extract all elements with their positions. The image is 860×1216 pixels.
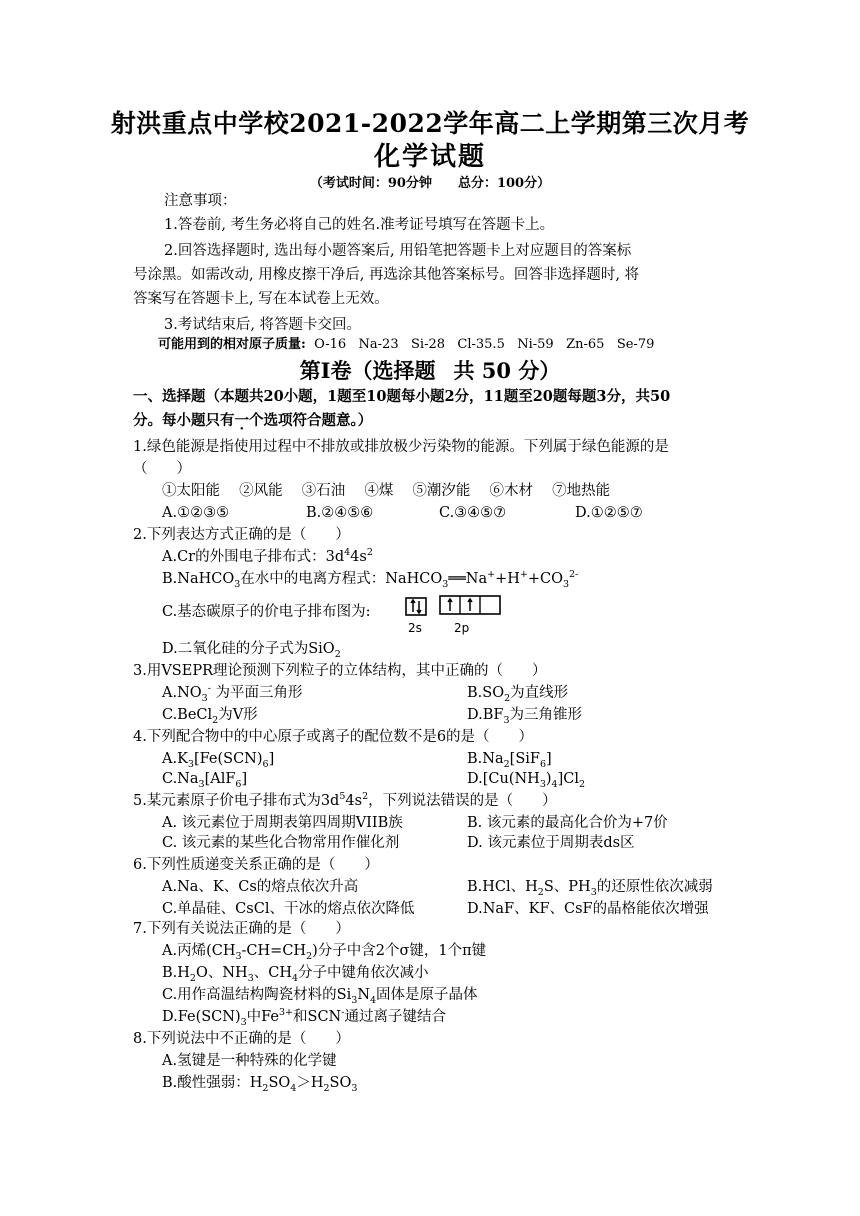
q5-stem: 5.某元素原子价电子排布式为$3d^54s^2$，下列说法错误的是（ ） xyxy=(133,791,557,809)
note-2-line-3: 答案写在答题卡上, 写在本试卷上无效。 xyxy=(133,291,389,307)
q3-option-a: $A.NO_3^-$ 为平面三角形 xyxy=(162,683,303,704)
exam-info xyxy=(0,172,860,191)
q1-option-d: D.①②⑤⑦ xyxy=(575,505,643,521)
notes-heading: 注意事项： xyxy=(164,193,237,209)
orbital-2s-down-arrow xyxy=(417,601,421,613)
q7-stem: 7.下列有关说法正确的是（ ） xyxy=(133,921,350,937)
q2-option-c: C.基态碳原子的价电子排布图为: xyxy=(162,604,371,620)
orbital-2s-box xyxy=(406,598,426,615)
exam-title: 射洪重点中学校2021-2022学年高二上学期第三次月考 xyxy=(110,109,750,138)
q6-option-d: D.NaF、KF、CsF的晶格能依次增强 xyxy=(467,901,709,917)
q6-option-b: B.HCl、$H_2S$、$PH_3$的还原性依次减弱 xyxy=(467,879,713,898)
orbital-diagram xyxy=(404,594,508,638)
q2-option-b: B.NaHCO$_3$在水中的电离方程式：$NaHCO_3══Na^++H^++CO_3^{2-}$ xyxy=(162,569,579,590)
q7-option-a: A.丙烯$(CH_3-CH=CH_2)$分子中含2个σ键，1个π键 xyxy=(162,943,487,962)
q4-option-c: $C.Na_3[AlF_6]$ xyxy=(162,771,248,790)
atomic-masses xyxy=(158,334,654,356)
note-2-line-1: 2.回答选择题时, 选出每小题答案后, 用铅笔把答题卡上对应题目的答案标 xyxy=(164,243,632,259)
q1-items: ①太阳能 ②风能 ③石油 ④煤 ⑤潮汐能 ⑥木材 ⑦地热能 xyxy=(162,483,611,499)
q5-option-a: A. 该元素位于周期表第四周期VIIB族 xyxy=(162,815,403,831)
q3-stem: 3.用VSEPR理论预测下列粒子的立体结构，其中正确的（ ） xyxy=(133,663,547,679)
q2-stem: 2.下列表达方式正确的是（ ） xyxy=(133,527,350,543)
q6-option-c: C.单晶硅、CsCl、干冰的熔点依次降低 xyxy=(162,901,415,917)
q4-option-a: $A.K_3[Fe(SCN)_6]$ xyxy=(162,751,275,770)
q5-option-c: C. 该元素的某些化合物常用作催化剂 xyxy=(162,835,400,851)
q8-option-b: B.酸性强弱：$H_2SO_4>H_2SO_3$ xyxy=(162,1075,358,1094)
q6-stem: 6.下列性质递变关系正确的是（ ） xyxy=(133,857,379,873)
q3-option-b: $B.SO_2$为直线形 xyxy=(467,685,569,704)
atomic-masses-values: O-16 Na-23 Si-28 Cl-35.5 Ni-59 Zn-65 Se-79 xyxy=(314,337,655,352)
note-3: 3.考试结束后, 将答题卡交回。 xyxy=(164,317,362,333)
section-instructions-line-2: 分。每小题只有一个选项符合题意。） xyxy=(133,412,373,429)
atomic-masses-label: 可能用到的相对原子质量: xyxy=(158,337,306,352)
q7-option-b: $B.H_2O$、$NH_3$、$CH_4$分子中键角依次减小 xyxy=(162,965,429,984)
q3-option-d: $D.BF_3$为三角锥形 xyxy=(467,707,582,726)
q7-option-d: $D.Fe(SCN)_3$中$Fe^{3+}$和SCN-通过离子键结合 xyxy=(162,1007,446,1028)
q1-stem: 1.绿色能源是指使用过程中不排放或排放极少污染物的能源。下列属于绿色能源的是 xyxy=(133,439,669,455)
subject-title: 化学试题 xyxy=(373,142,486,172)
q8-option-a: A.氢键是一种特殊的化学键 xyxy=(162,1053,337,1069)
q4-option-d: $D.[Cu(NH_3)_4]Cl_2$ xyxy=(467,771,586,790)
emphasis-one: 有一个 xyxy=(220,412,264,429)
section-title: 第Ⅰ卷（选择题 共 50 分） xyxy=(299,358,561,383)
q1-stem-bracket: （ ） xyxy=(133,461,191,477)
note-2-line-2: 号涂黑。如需改动, 用橡皮擦干净后, 再选涂其他答案标号。回答非选择题时, 将 xyxy=(133,267,640,283)
section-instructions-line-1: 一、选择题（本题共20小题，1题至10题每小题2分，11题至20题每题3分，共50 xyxy=(133,388,671,405)
q4-option-b: $B.Na_2[SiF_6]$ xyxy=(467,751,552,770)
q1-option-b: B.②④⑤⑥ xyxy=(306,505,374,521)
q1-option-c: C.③④⑤⑦ xyxy=(439,505,507,521)
orbital-2s-up-arrow xyxy=(411,600,415,612)
q4-stem: 4.下列配合物中的中心原子或离子的配位数不是6的是（ ） xyxy=(133,729,534,745)
total-score: 总分：100分） xyxy=(457,176,551,191)
orbital-2p-up-arrow-2 xyxy=(468,599,472,611)
orbital-2s-label: 2s xyxy=(408,621,422,635)
q6-option-a: A.Na、K、Cs的熔点依次升高 xyxy=(162,879,359,895)
q1-option-a: A.①②③⑤ xyxy=(162,505,230,521)
q2-option-d: D.二氧化硅的分子式为SiO$_2$ xyxy=(162,641,341,660)
q5-option-b: B. 该元素的最高化合价为+7价 xyxy=(467,815,668,831)
q3-option-c: C.BeCl$_2$为V形 xyxy=(162,707,258,726)
exam-time: （考试时间：90分钟 xyxy=(309,176,432,191)
q2-option-a: A.Cr的外围电子排布式：$3d^44s^2$ xyxy=(162,547,373,565)
note-1: 1.答卷前, 考生务必将自己的姓名.准考证号填写在答题卡上。 xyxy=(164,217,555,233)
q8-stem: 8.下列说法中不正确的是（ ） xyxy=(133,1031,350,1047)
q5-option-d: D. 该元素位于周期表ds区 xyxy=(467,835,635,851)
orbital-2p-label: 2p xyxy=(454,621,470,635)
orbital-2p-up-arrow-1 xyxy=(448,599,452,611)
q7-option-c: C.用作高温结构陶瓷材料的$Si_3N_4$固体是原子晶体 xyxy=(162,987,478,1006)
